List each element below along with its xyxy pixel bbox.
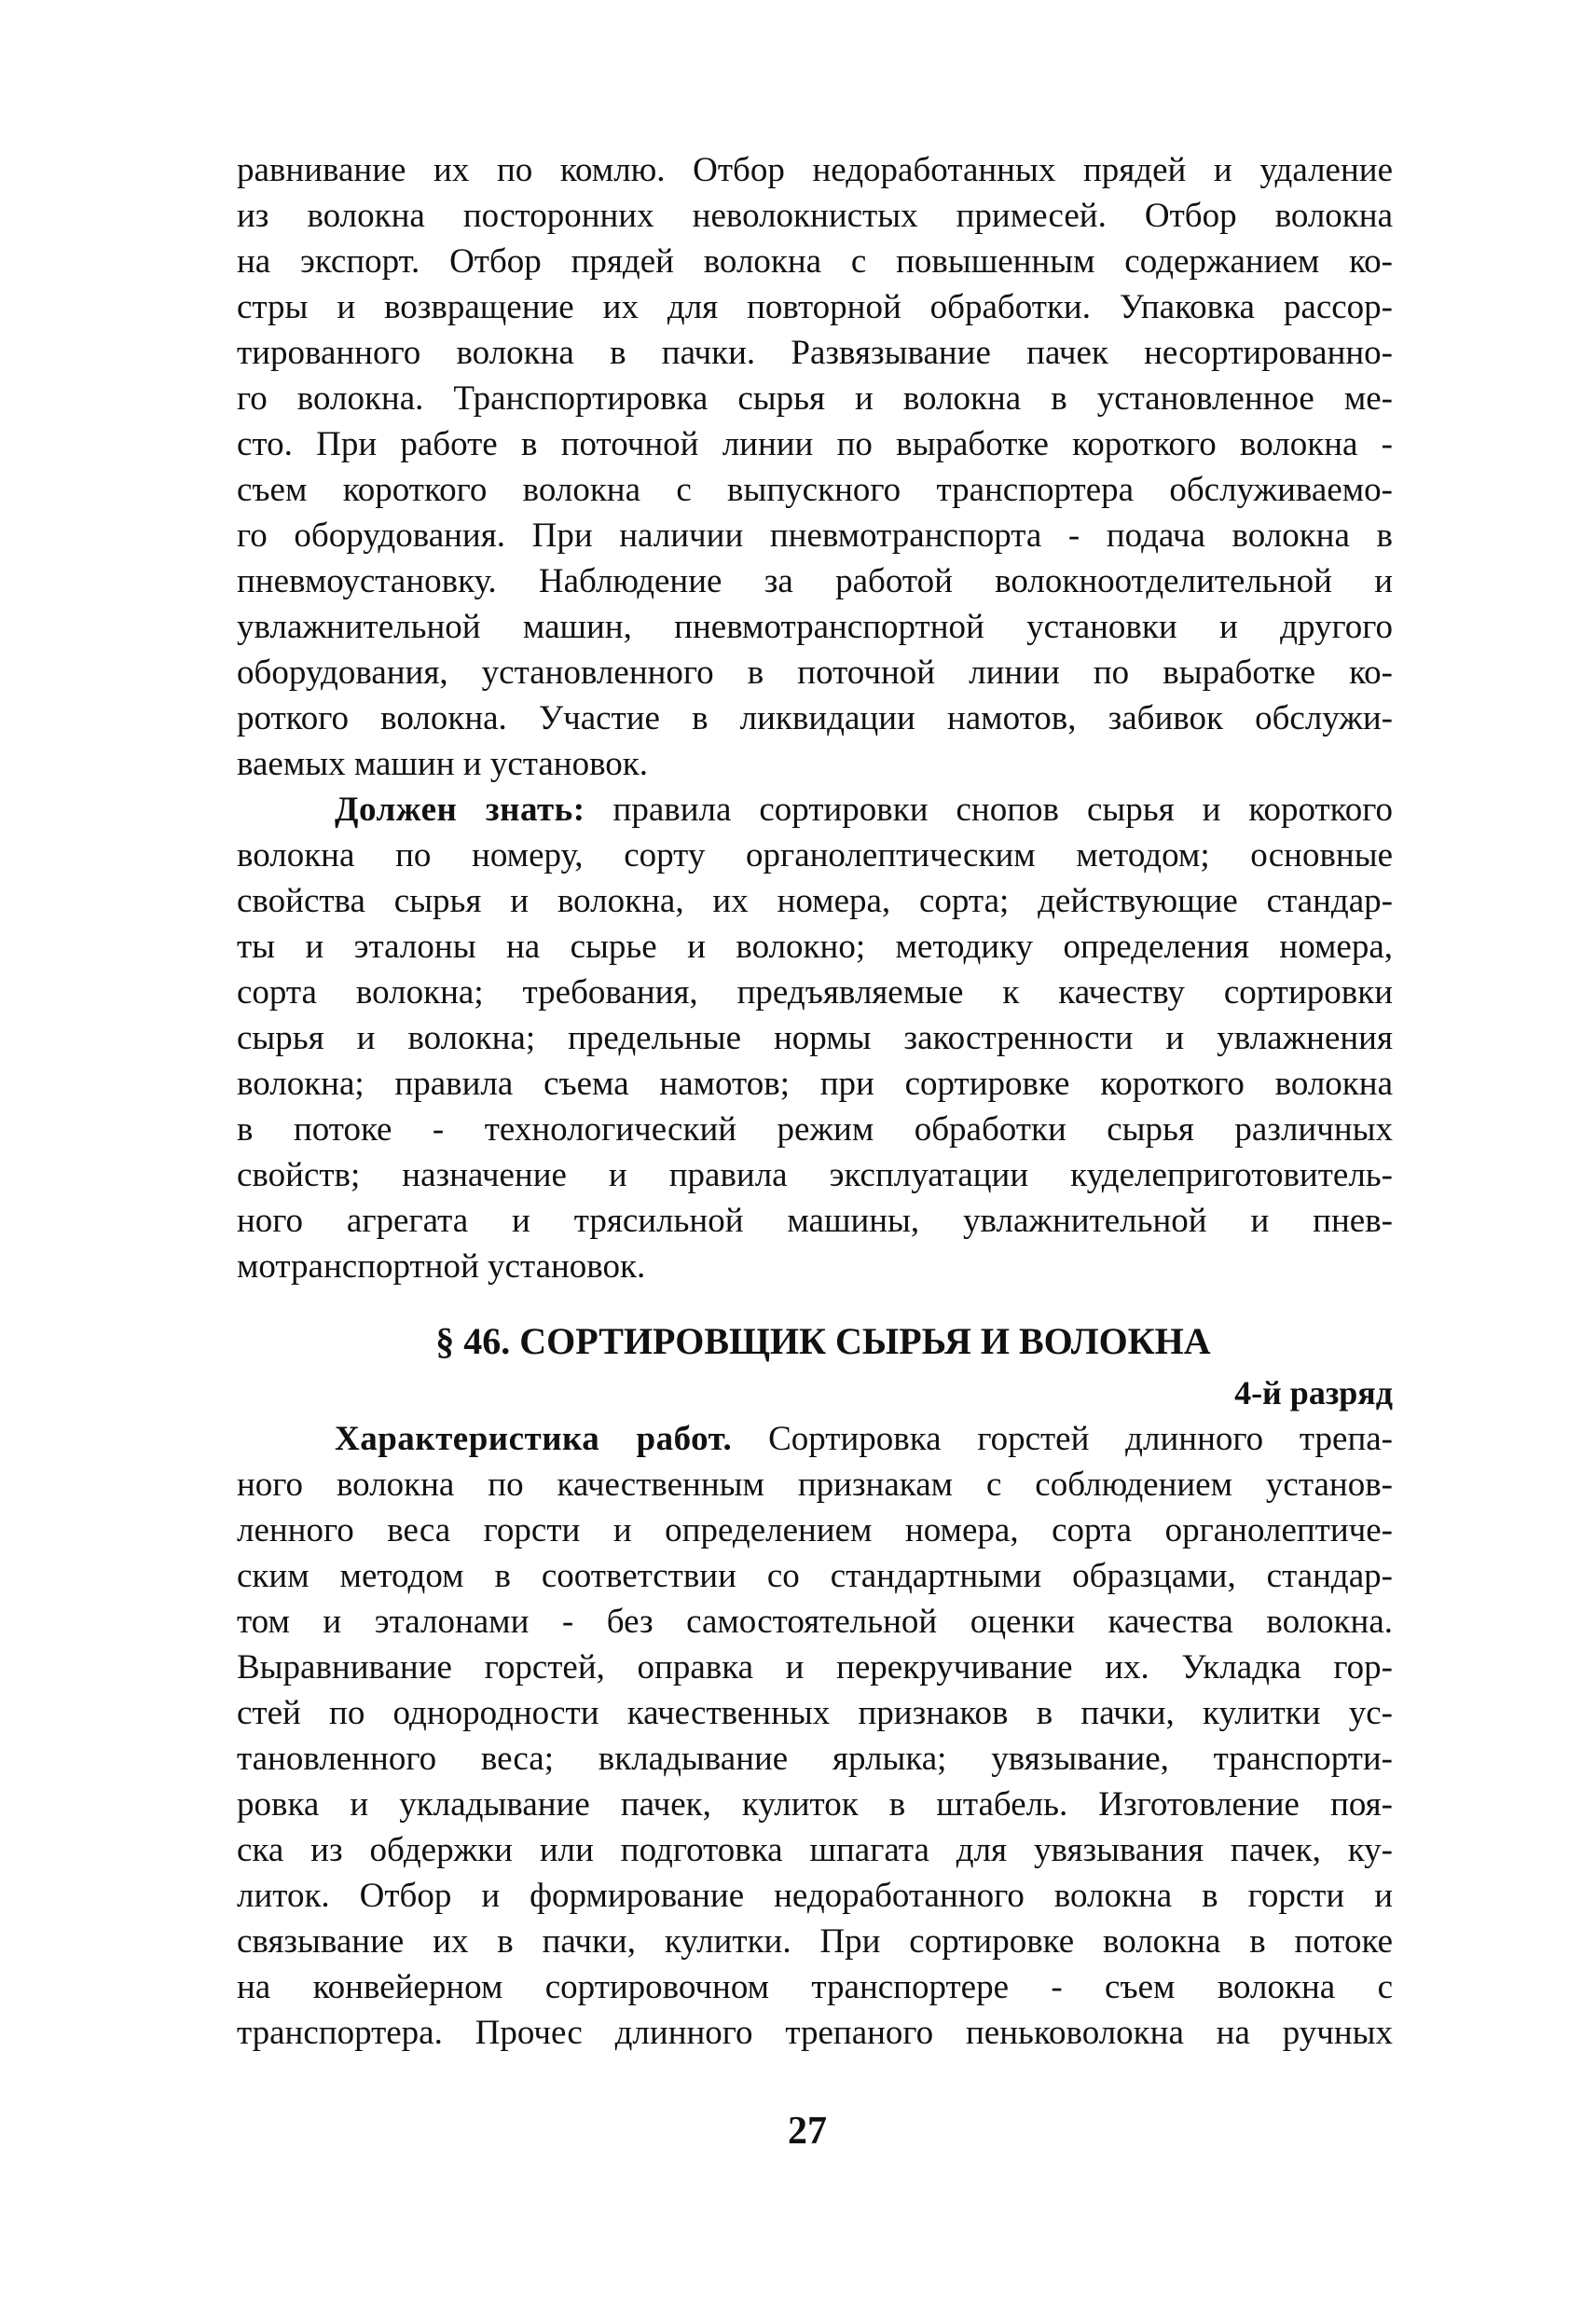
text-line: го волокна. Транспортировка сырья и волокна в установленное ме- <box>237 379 1393 418</box>
text-line: волокна; правила съема намотов; при сортировке короткого волокна <box>237 1065 1393 1103</box>
text-line: на конвейерном сортировочном транспортере - съем волокна с <box>237 1968 1393 2006</box>
page-number: 27 <box>788 2110 827 2153</box>
text-line <box>237 787 1393 833</box>
paragraph-3 <box>237 1416 1393 2056</box>
text-line: мотранспортной установок. <box>237 1247 646 1286</box>
text-line: стры и возвращение их для повторной обработки. Упаковка рассор- <box>237 288 1393 326</box>
section-heading: § 46. СОРТИРОВЩИК СЫРЬЯ И ВОЛОКНА <box>435 1320 1211 1362</box>
text-line: свойства сырья и волокна, их номера, сорта; действующие стандар- <box>237 882 1393 920</box>
text-line <box>237 1416 1393 1462</box>
text-line: ваемых машин и установок. <box>237 745 649 783</box>
text-line: волокна по номеру, сорту органолептическим методом; основные <box>237 836 1393 874</box>
text-line: транспортера. Прочес длинного трепаного пеньковолокна на ручных <box>237 2014 1393 2052</box>
text-line: ровка и укладывание пачек, кулиток в штабель. Изготовление поя- <box>237 1785 1393 1824</box>
text-line: ским методом в соответствии со стандартными образцами, стандар- <box>237 1557 1393 1595</box>
text-line: го оборудования. При наличии пневмотранспорта - подача волокна в <box>237 516 1393 555</box>
lead-label: Характеристика работ. <box>335 1420 733 1458</box>
grade-label: 4-й разряд <box>1234 1374 1393 1411</box>
text-line: в потоке - технологический режим обработки сырья различных <box>237 1110 1393 1149</box>
text-line: связывание их в пачки, кулитки. При сортировке волокна в потоке <box>237 1922 1393 1961</box>
text-line: равнивание их по комлю. Отбор недоработанных прядей и удаление <box>237 151 1393 189</box>
text-line: роткого волокна. Участие в ликвидации намотов, забивок обслужи- <box>237 699 1393 737</box>
text-line: съем короткого волокна с выпускного транспортера обслуживаемо- <box>237 471 1393 509</box>
text-line: ного агрегата и трясильной машины, увлажнительной и пнев- <box>237 1202 1393 1240</box>
text-line: Выравнивание горстей, оправка и перекручивание их. Укладка гор- <box>237 1648 1393 1687</box>
text-line: тановленного веса; вкладывание ярлыка; увязывание, транспорти- <box>237 1740 1393 1778</box>
text-line: из волокна посторонних неволокнистых примесей. Отбор волокна <box>237 197 1393 235</box>
text-line: ленного веса горсти и определением номера, сорта органолептиче- <box>237 1511 1393 1549</box>
lead-rest: Сортировка горстей длинного трепа- <box>732 1420 1393 1458</box>
text-line: том и эталонами - без самостоятельной оценки качества волокна. <box>237 1603 1393 1641</box>
paragraph-1 <box>237 147 1393 787</box>
text-line: ска из обдержки или подготовка шпагата для увязывания пачек, ку- <box>237 1831 1393 1869</box>
text-line: литок. Отбор и формирование недоработанного волокна в горсти и <box>237 1877 1393 1915</box>
text-line: свойств; назначение и правила эксплуатации куделеприготовитель- <box>237 1156 1393 1194</box>
text-line: ты и эталоны на сырье и волокно; методику определения номера, <box>237 928 1393 966</box>
paragraph-2 <box>237 787 1393 1289</box>
text-line: оборудования, установленного в поточной линии по выработке ко- <box>237 654 1393 692</box>
text-line: тированного волокна в пачки. Развязывание пачек несортированно- <box>237 334 1393 372</box>
text-line: увлажнительной машин, пневмотранспортной установки и другого <box>237 608 1393 646</box>
text-line: сорта волокна; требования, предъявляемые к качеству сортировки <box>237 973 1393 1012</box>
text-line: ного волокна по качественным признакам с соблюдением установ- <box>237 1466 1393 1504</box>
lead-rest: правила сортировки снопов сырья и короткого <box>585 791 1393 829</box>
text-line: сырья и волокна; предельные нормы закостренности и увлажнения <box>237 1019 1393 1057</box>
text-line: пневмоустановку. Наблюдение за работой волокноотделительной и <box>237 562 1393 600</box>
page-body <box>237 147 1393 2056</box>
lead-label: Должен знать: <box>335 791 585 829</box>
text-line: на экспорт. Отбор прядей волокна с повышенным содержанием ко- <box>237 242 1393 281</box>
text-line: сто. При работе в поточной линии по выработке короткого волокна - <box>237 425 1393 463</box>
text-line: стей по однородности качественных признаков в пачки, кулитки ус- <box>237 1694 1393 1732</box>
